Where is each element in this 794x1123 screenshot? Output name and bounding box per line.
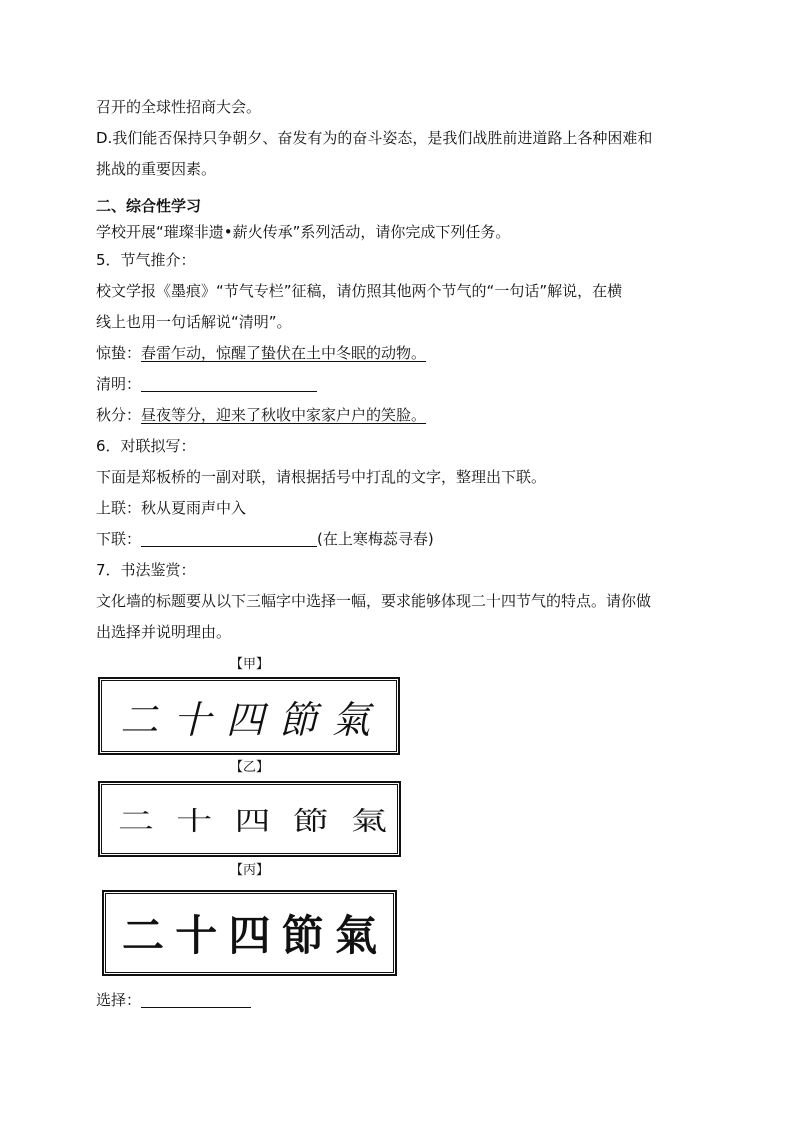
calligraphy-char: 四 bbox=[225, 697, 264, 742]
sample-label-yi: 【乙】 bbox=[230, 760, 270, 775]
question-6-title: 6．对联拟写： bbox=[96, 437, 196, 455]
calligraphy-sample-jia bbox=[98, 677, 400, 755]
calligraphy-char: 氣 bbox=[331, 697, 370, 742]
couplet-upper: 上联：秋从夏雨声中入 bbox=[96, 499, 247, 517]
calligraphy-char: 氣 bbox=[350, 806, 387, 836]
exam-page bbox=[96, 92, 706, 648]
calligraphy-char: 二 bbox=[118, 806, 155, 836]
question-5-title: 5．节气推介： bbox=[96, 251, 196, 269]
calligraphy-char: 十 bbox=[172, 697, 211, 742]
option-d-line-2: 挑战的重要因素。 bbox=[96, 160, 217, 178]
calligraphy-sample-bing bbox=[102, 890, 397, 976]
jingzhe-text: 春雷乍动，惊醒了蛰伏在土中冬眠的动物。 bbox=[141, 344, 427, 362]
question-7-desc-1: 文化墙的标题要从以下三幅字中选择一幅，要求能够体现二十四节气的特点。请你做 bbox=[96, 592, 652, 610]
question-7-title: 7．书法鉴赏： bbox=[96, 561, 196, 579]
calligraphy-char: 四 bbox=[234, 806, 271, 836]
choice-line bbox=[96, 985, 251, 1016]
couplet-lower-blank[interactable] bbox=[141, 528, 317, 547]
question-7-desc-2: 出选择并说明理由。 bbox=[96, 623, 232, 641]
calligraphy-char: 氣 bbox=[334, 911, 377, 960]
choice-label: 选择： bbox=[96, 991, 142, 1009]
option-d-line-1: D.我们能否保持只争朝夕、奋发有为的奋斗姿态，是我们战胜前进道路上各种困难和 bbox=[96, 129, 653, 147]
calligraphy-char: 節 bbox=[292, 806, 329, 836]
calligraphy-sample-yi bbox=[98, 781, 401, 857]
calligraphy-char: 二 bbox=[122, 911, 165, 960]
qingming-answer-blank[interactable] bbox=[141, 373, 317, 392]
section-heading: 二、综合性学习 bbox=[96, 197, 202, 215]
couplet-lower-hint: (在上寒梅蕊寻春) bbox=[317, 530, 434, 548]
sample-label-bing: 【丙】 bbox=[230, 863, 270, 878]
jingzhe-label: 惊蛰： bbox=[96, 344, 142, 362]
qiufen-line bbox=[96, 400, 706, 431]
calligraphy-char: 十 bbox=[176, 806, 213, 836]
qingming-line bbox=[96, 369, 706, 400]
couplet-lower-line bbox=[96, 524, 706, 555]
section-intro: 学校开展“璀璨非遗•薪火传承”系列活动，请你完成下列任务。 bbox=[96, 223, 511, 241]
calligraphy-char: 二 bbox=[120, 697, 159, 742]
calligraphy-char: 四 bbox=[228, 911, 271, 960]
text-line: 召开的全球性招商大会。 bbox=[96, 98, 262, 116]
qingming-label: 清明： bbox=[96, 375, 142, 393]
calligraphy-char: 十 bbox=[175, 911, 218, 960]
question-6-desc: 下面是郑板桥的一副对联，请根据括号中打乱的文字，整理出下联。 bbox=[96, 468, 547, 486]
qiufen-text: 昼夜等分，迎来了秋收中家家户户的笑脸。 bbox=[141, 406, 427, 424]
choice-answer-blank[interactable] bbox=[141, 989, 251, 1008]
qiufen-label: 秋分： bbox=[96, 406, 142, 424]
jingzhe-line bbox=[96, 338, 706, 369]
calligraphy-char: 節 bbox=[278, 697, 317, 742]
sample-label-jia: 【甲】 bbox=[230, 657, 270, 672]
question-5-desc-2: 线上也用一句话解说“清明”。 bbox=[96, 313, 292, 331]
question-5-desc-1: 校文学报《墨痕》“节气专栏”征稿，请仿照其他两个节气的“一句话”解说，在横 bbox=[96, 282, 623, 300]
calligraphy-char: 節 bbox=[281, 911, 324, 960]
couplet-lower-label: 下联： bbox=[96, 530, 142, 548]
